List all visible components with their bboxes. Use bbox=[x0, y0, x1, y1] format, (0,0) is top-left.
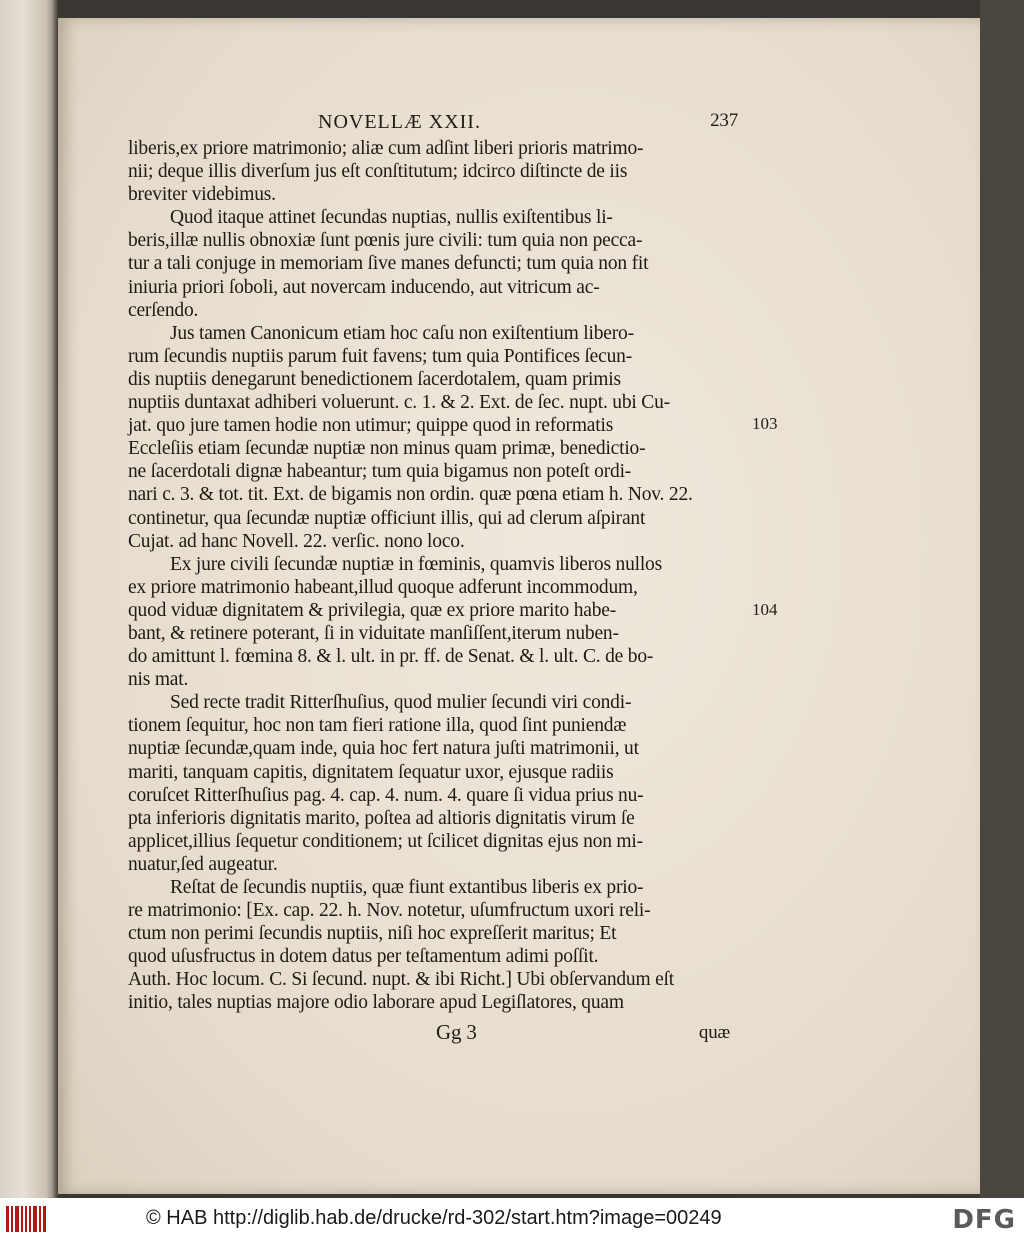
page-text bbox=[128, 103, 748, 1051]
text-line: ex priore matrimonio habeant,illud quoque adferunt incommodum, bbox=[128, 576, 638, 598]
text-line: applicet,illius ſequetur conditionem; ut ſcilicet dignitas ejus non mi- bbox=[128, 830, 643, 852]
text-line: Eccleſiis etiam ſecundæ nuptiæ non minus quam primæ, benedictio- bbox=[128, 438, 646, 460]
text-line: coruſcet Ritterſhuſius pag. 4. cap. 4. num. 4. quare ſi vidua prius nu- bbox=[128, 784, 644, 806]
text-line: Sed recte tradit Ritterſhuſius, quod mulier ſecundi viri condi- bbox=[170, 692, 632, 714]
text-line: continetur, qua ſecundæ nuptiæ officiunt illis, qui ad clerum aſpirant bbox=[128, 507, 646, 529]
scan-background bbox=[980, 0, 1024, 1198]
text-line: Jus tamen Canonicum etiam hoc caſu non exiſtentium libero- bbox=[170, 322, 634, 344]
text-line: pta inferioris dignitatis marito, poſtea ad altioris dignitatis virum ſe bbox=[128, 807, 635, 829]
text-line: initio, tales nuptias majore odio laborare apud Legiſlatores, quam bbox=[128, 992, 624, 1014]
text-line: re matrimonio: [Ex. cap. 22. h. Nov. notetur, uſumfructum uxori reli- bbox=[128, 900, 651, 922]
marginal-number: 104 bbox=[752, 600, 778, 619]
running-title: NOVELLÆ XXII. bbox=[318, 111, 481, 133]
text-line: quod viduæ dignitatem & privilegia, quæ ex priore marito habe- bbox=[128, 599, 616, 621]
text-line: Auth. Hoc locum. C. Si ſecund. nupt. & ibi Richt.] Ubi obſervandum eſt bbox=[128, 969, 675, 991]
text-line: tur a tali conjuge in memoriam ſive manes defuncti; tum quia non fit bbox=[128, 253, 649, 275]
text-line: bant, & retinere poterant, ſi in viduitate manſiſſent,iterum nuben- bbox=[128, 622, 619, 644]
text-line: do amittunt l. fœmina 8. & l. ult. in pr. ff. de Senat. & l. ult. C. de bo- bbox=[128, 646, 654, 668]
text-line: nuptiæ ſecundæ,quam inde, quia hoc fert natura juſti matrimonii, ut bbox=[128, 738, 639, 760]
page-footer bbox=[128, 1021, 748, 1051]
text-line: jat. quo jure tamen hodie non utimur; quippe quod in reformatis bbox=[128, 415, 614, 437]
signature-mark: Gg 3 bbox=[436, 1019, 477, 1044]
catchword: quæ bbox=[698, 1021, 730, 1043]
text-line: Quod itaque attinet ſecundas nuptias, nullis exiſtentibus li- bbox=[170, 207, 613, 229]
previous-page-edge bbox=[0, 0, 58, 1198]
text-line: nuatur,ſed augeatur. bbox=[128, 853, 278, 875]
text-line: nis mat. bbox=[128, 669, 189, 691]
dfg-logo[interactable]: DFG bbox=[952, 1205, 1016, 1235]
text-line: dis nuptiis denegarunt benedictionem ſacerdotalem, quam primis bbox=[128, 368, 621, 390]
copyright-url[interactable]: © HAB http://diglib.hab.de/drucke/rd-302/start.htm?image=00249 bbox=[146, 1207, 722, 1229]
text-line: iniuria priori ſoboli, aut novercam inducendo, aut vitricum ac- bbox=[128, 276, 600, 298]
text-line: quod uſusfructus in dotem datus per teſtamentum adimi poſſit. bbox=[128, 946, 599, 968]
text-lines bbox=[128, 137, 748, 1015]
text-line: beris,illæ nullis obnoxiæ ſunt pœnis jure civili: tum quia non pecca- bbox=[128, 230, 643, 252]
text-line: Ex jure civili ſecundæ nuptiæ in fœminis, quamvis liberos nullos bbox=[170, 553, 662, 575]
text-line: cerſendo. bbox=[128, 299, 199, 321]
text-line: nii; deque illis diverſum jus eſt conſtitutum; idcirco diſtincte de iis bbox=[128, 161, 628, 183]
text-line: Reſtat de ſecundis nuptiis, quæ fiunt extantibus liberis ex prio- bbox=[170, 877, 644, 898]
text-line: mariti, tanquam capitis, dignitatem ſequatur uxor, ejusque radiis bbox=[128, 761, 614, 783]
text-line: tionem ſequitur, hoc non tam fieri ratione illa, quod ſint puniendæ bbox=[128, 715, 627, 737]
footer-bar bbox=[0, 1198, 1024, 1238]
page-number: 237 bbox=[710, 110, 738, 131]
text-line: nari c. 3. & tot. tit. Ext. de bigamis non ordin. quæ pœna etiam h. Nov. 22. bbox=[128, 484, 693, 506]
marginal-number: 103 bbox=[752, 414, 778, 433]
text-line: ctum non perimi ſecundis nuptiis, niſi hoc expreſſerit maritus; Et bbox=[128, 923, 617, 945]
hab-barcode-icon[interactable] bbox=[6, 1206, 46, 1232]
text-line: rum ſecundis nuptiis parum fuit favens; tum quia Pontifices ſecun- bbox=[128, 345, 632, 367]
text-line: Cujat. ad hanc Novell. 22. verſic. nono loco. bbox=[128, 530, 465, 552]
running-head bbox=[128, 103, 748, 137]
text-line: liberis,ex priore matrimonio; aliæ cum adſint liberi prioris matrimo- bbox=[128, 138, 644, 159]
text-line: nuptiis duntaxat adhiberi voluerunt. c. 1. & 2. Ext. de ſec. nupt. ubi Cu- bbox=[128, 392, 670, 414]
text-line: ne ſacerdotali dignæ habeantur; tum quia bigamus non poteſt ordi- bbox=[128, 461, 632, 483]
text-line: breviter videbimus. bbox=[128, 184, 276, 206]
